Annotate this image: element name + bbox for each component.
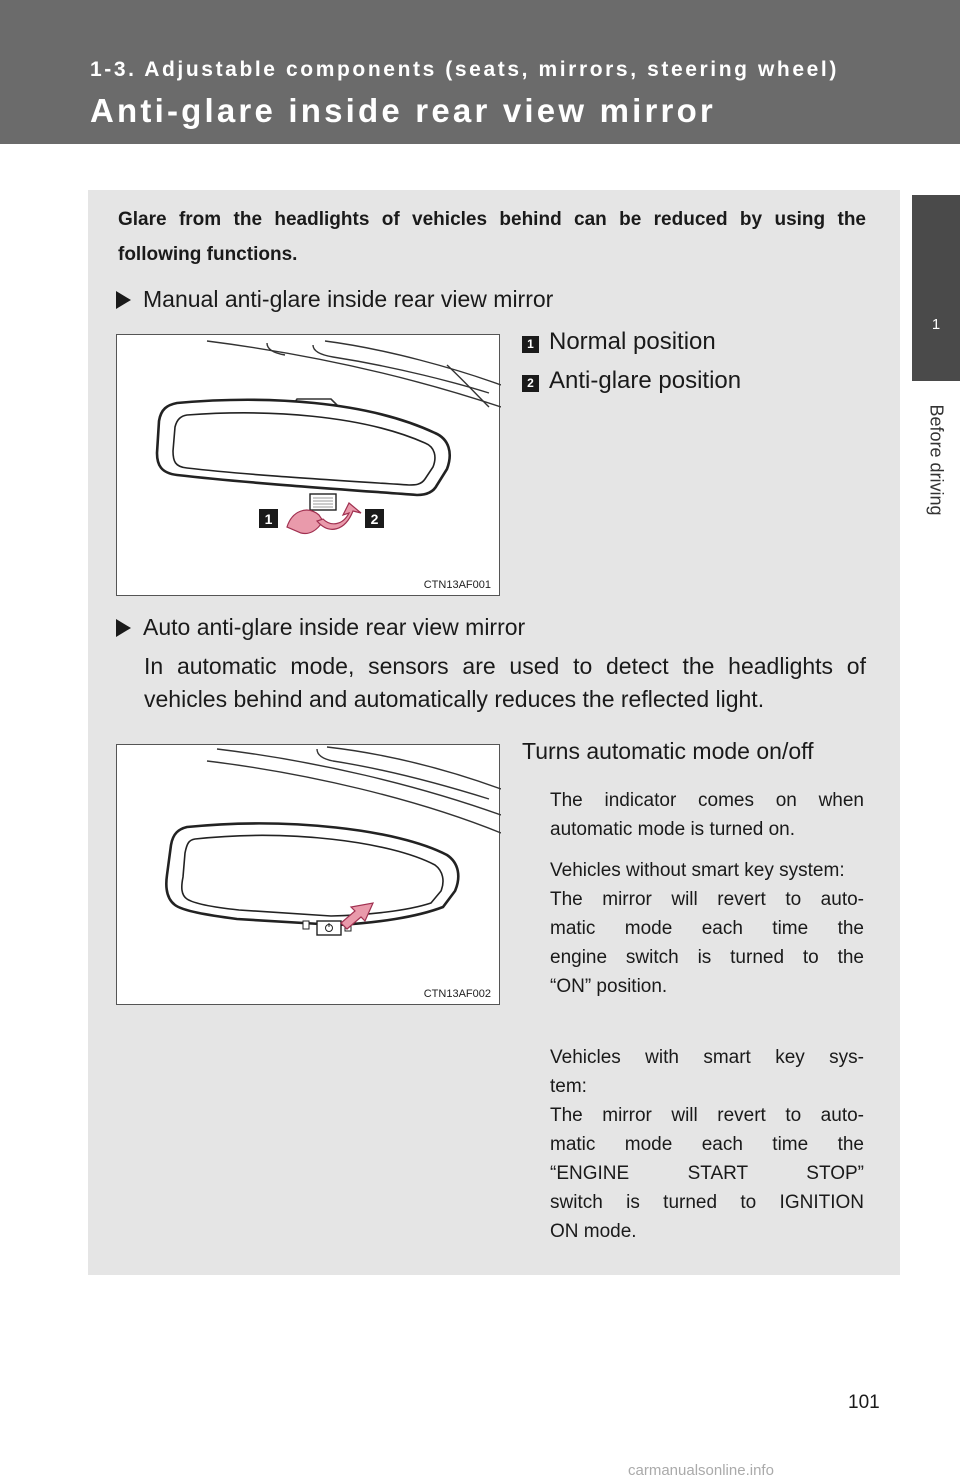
note-line: matic mode each time the	[550, 1134, 864, 1155]
callout-1: 1	[264, 511, 273, 527]
figure-code: CTN13AF001	[423, 579, 491, 591]
auto-mirror-figure	[116, 744, 500, 1005]
manual-heading-text: Manual anti-glare inside rear view mirror	[143, 286, 554, 312]
note-line: The mirror will revert to auto-	[550, 889, 864, 910]
chapter-tab[interactable]	[912, 195, 960, 381]
page-number: 101	[848, 1392, 880, 1413]
note-without-smart-key	[550, 856, 864, 1001]
manual-heading	[116, 283, 553, 316]
note-body	[550, 1101, 864, 1246]
manual-mirror-figure	[116, 334, 500, 596]
note-line: ON mode.	[550, 1221, 637, 1242]
chapter-label: Before driving	[926, 404, 947, 516]
manual-mirror-illustration	[117, 335, 501, 597]
section-title: 1-3. Adjustable components (seats, mirrors, steering wheel)	[90, 58, 839, 81]
legend-normal-position	[522, 328, 716, 356]
callout-2: 2	[370, 511, 379, 527]
legend-label: Normal position	[549, 328, 716, 355]
watermark: carmanualsonline.info	[628, 1462, 774, 1479]
note-body	[550, 885, 864, 1001]
header-bar	[0, 0, 960, 144]
legend-number: 2	[522, 375, 539, 392]
note-heading: Vehicles without smart key system:	[550, 860, 845, 881]
auto-mirror-illustration	[117, 745, 501, 1006]
note-with-smart-key	[550, 1043, 864, 1246]
bullet-arrow-icon	[116, 619, 131, 637]
note-line: matic mode each time the	[550, 918, 864, 939]
legend-number: 1	[522, 336, 539, 353]
chapter-tab-number: 1	[931, 316, 941, 333]
legend-label: Anti-glare position	[549, 367, 742, 394]
auto-description: In automatic mode, sensors are used to detect the headlights of vehicles behind and automatically reduces the reflected light.	[144, 653, 866, 712]
intro-text: Glare from the headlights of vehicles behind can be reduced by using the following functions.	[118, 209, 866, 265]
note-line: engine switch is turned to the	[550, 947, 864, 968]
note-heading-line: Vehicles with smart key sys-	[550, 1047, 864, 1068]
note-line: switch is turned to IGNITION	[550, 1192, 864, 1213]
legend-anti-glare-position	[522, 367, 741, 395]
note-line: “ENGINE START STOP”	[550, 1163, 864, 1184]
bullet-arrow-icon	[116, 291, 131, 309]
note-heading	[550, 1043, 864, 1101]
note-heading-line: tem:	[550, 1076, 587, 1097]
page-title: Anti-glare inside rear view mirror	[90, 92, 716, 129]
figure-code: CTN13AF002	[423, 988, 491, 1000]
auto-heading-text: Auto anti-glare inside rear view mirror	[143, 614, 526, 640]
turns-on-off-label: Turns automatic mode on/off	[522, 738, 814, 764]
auto-heading	[116, 611, 525, 644]
note-line: The mirror will revert to auto-	[550, 1105, 864, 1126]
note-line: “ON” position.	[550, 976, 668, 997]
note-indicator: The indicator comes on when automatic mode is turned on.	[550, 790, 864, 840]
